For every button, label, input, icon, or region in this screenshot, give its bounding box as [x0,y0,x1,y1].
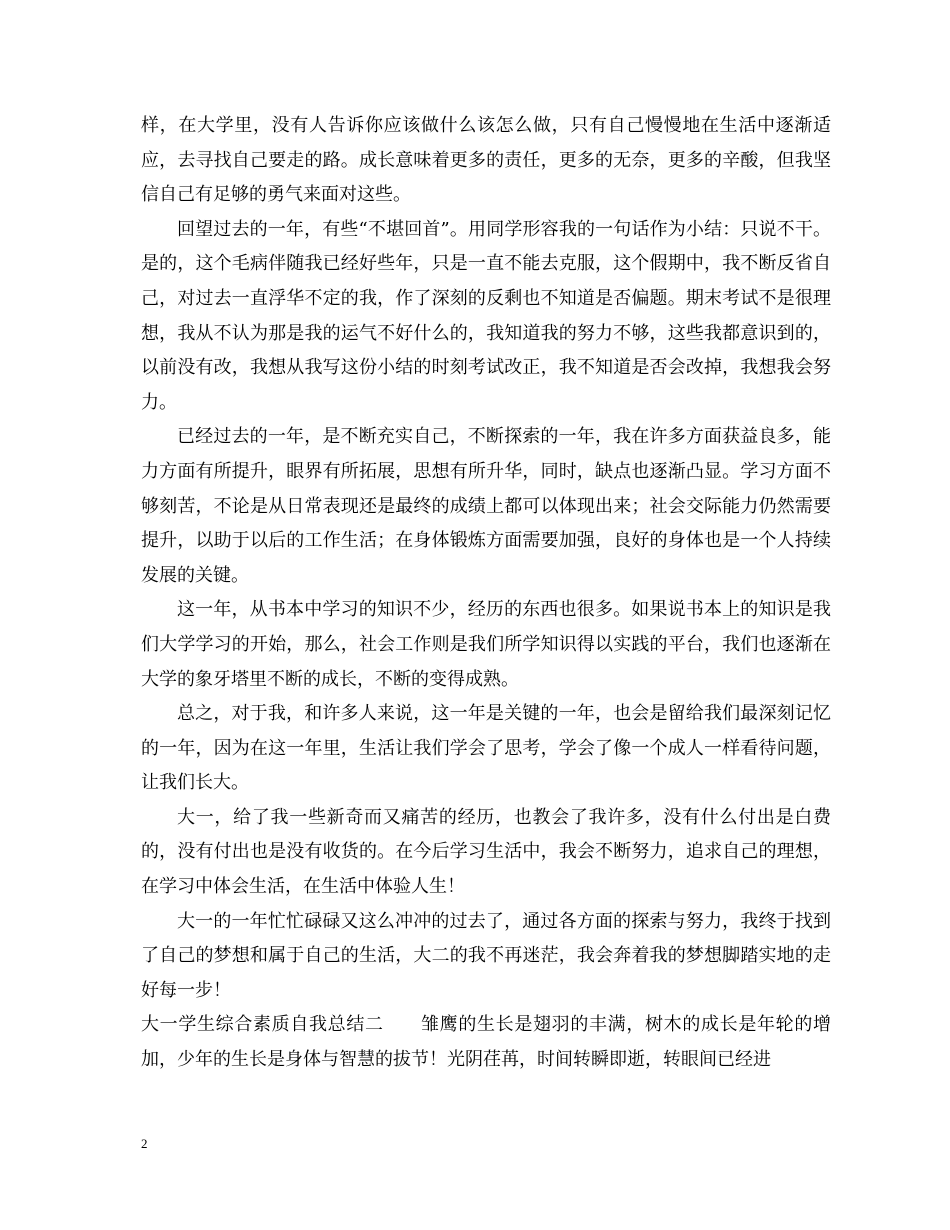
document-body [141,109,831,1078]
paragraph-8: 大一学生综合素质自我总结二 雏鹰的生长是翅羽的丰满，树木的成长是年轮的增加，少年的生长是身体与智慧的拔节！光阴荏苒，时间转瞬即逝，转眼间已经进 [141,1014,831,1071]
paragraph-4: 这一年，从书本中学习的知识不少，经历的东西也很多。如果说书本上的知识是我们大学学习的开始，那么，社会工作则是我们所学知识得以实践的平台，我们也逐渐在大学的象牙塔里不断的成长，不断的变得成熟。 [141,599,831,690]
paragraph-2: 回望过去的一年，有些“不堪回首”。用同学形容我的一句话作为小结：只说不干。是的，这个毛病伴随我已经好些年，只是一直不能去克服，这个假期中，我不断反省自己，对过去一直浮华不定的我，作了深刻的反剩也不知道是否偏题。期末考试不是很理想，我从不认为那是我的运气不好什么的，我知道我的努力不够，这些我都意识到的，以前没有改，我想从我写这份小结的时刻考试改正，我不知道是否会改掉，我想我会努力。 [141,218,831,413]
paragraph-6: 大一，给了我一些新奇而又痛苦的经历，也教会了我许多，没有什么付出是白费的，没有付出也是没有收货的。在今后学习生活中，我会不断努力，追求自己的理想，在学习中体会生活，在生活中体验人生！ [141,806,831,898]
paragraph-3: 已经过去的一年，是不断充实自己，不断探索的一年，我在许多方面获益良多，能力方面有所提升，眼界有所拓展，思想有所升华，同时，缺点也逐渐凸显。学习方面不够刻苦，不论是从日常表现还是最终的成绩上都可以体现出来；社会交际能力仍然需要提升，以助于以后的工作生活；在身体锻炼方面需要加强，良好的身体也是一个人持续发展的关键。 [141,426,831,586]
paragraph-7: 大一的一年忙忙碌碌又这么冲冲的过去了，通过各方面的探索与努力，我终于找到了自己的梦想和属于自己的生活，大二的我不再迷茫，我会奔着我的梦想脚踏实地的走好每一步！ [141,910,831,1001]
paragraph-1: 样，在大学里，没有人告诉你应该做什么该怎么做，只有自己慢慢地在生活中逐渐适应，去寻找自己要走的路。成长意味着更多的责任，更多的无奈，更多的辛酸，但我坚信自己有足够的勇气来面对这些。 [141,115,831,206]
page-number: 2 [141,1136,148,1151]
paragraph-5: 总之，对于我，和许多人来说，这一年是关键的一年，也会是留给我们最深刻记忆的一年，因为在这一年里，生活让我们学会了思考，学会了像一个成人一样看待问题，让我们长大。 [141,703,831,794]
